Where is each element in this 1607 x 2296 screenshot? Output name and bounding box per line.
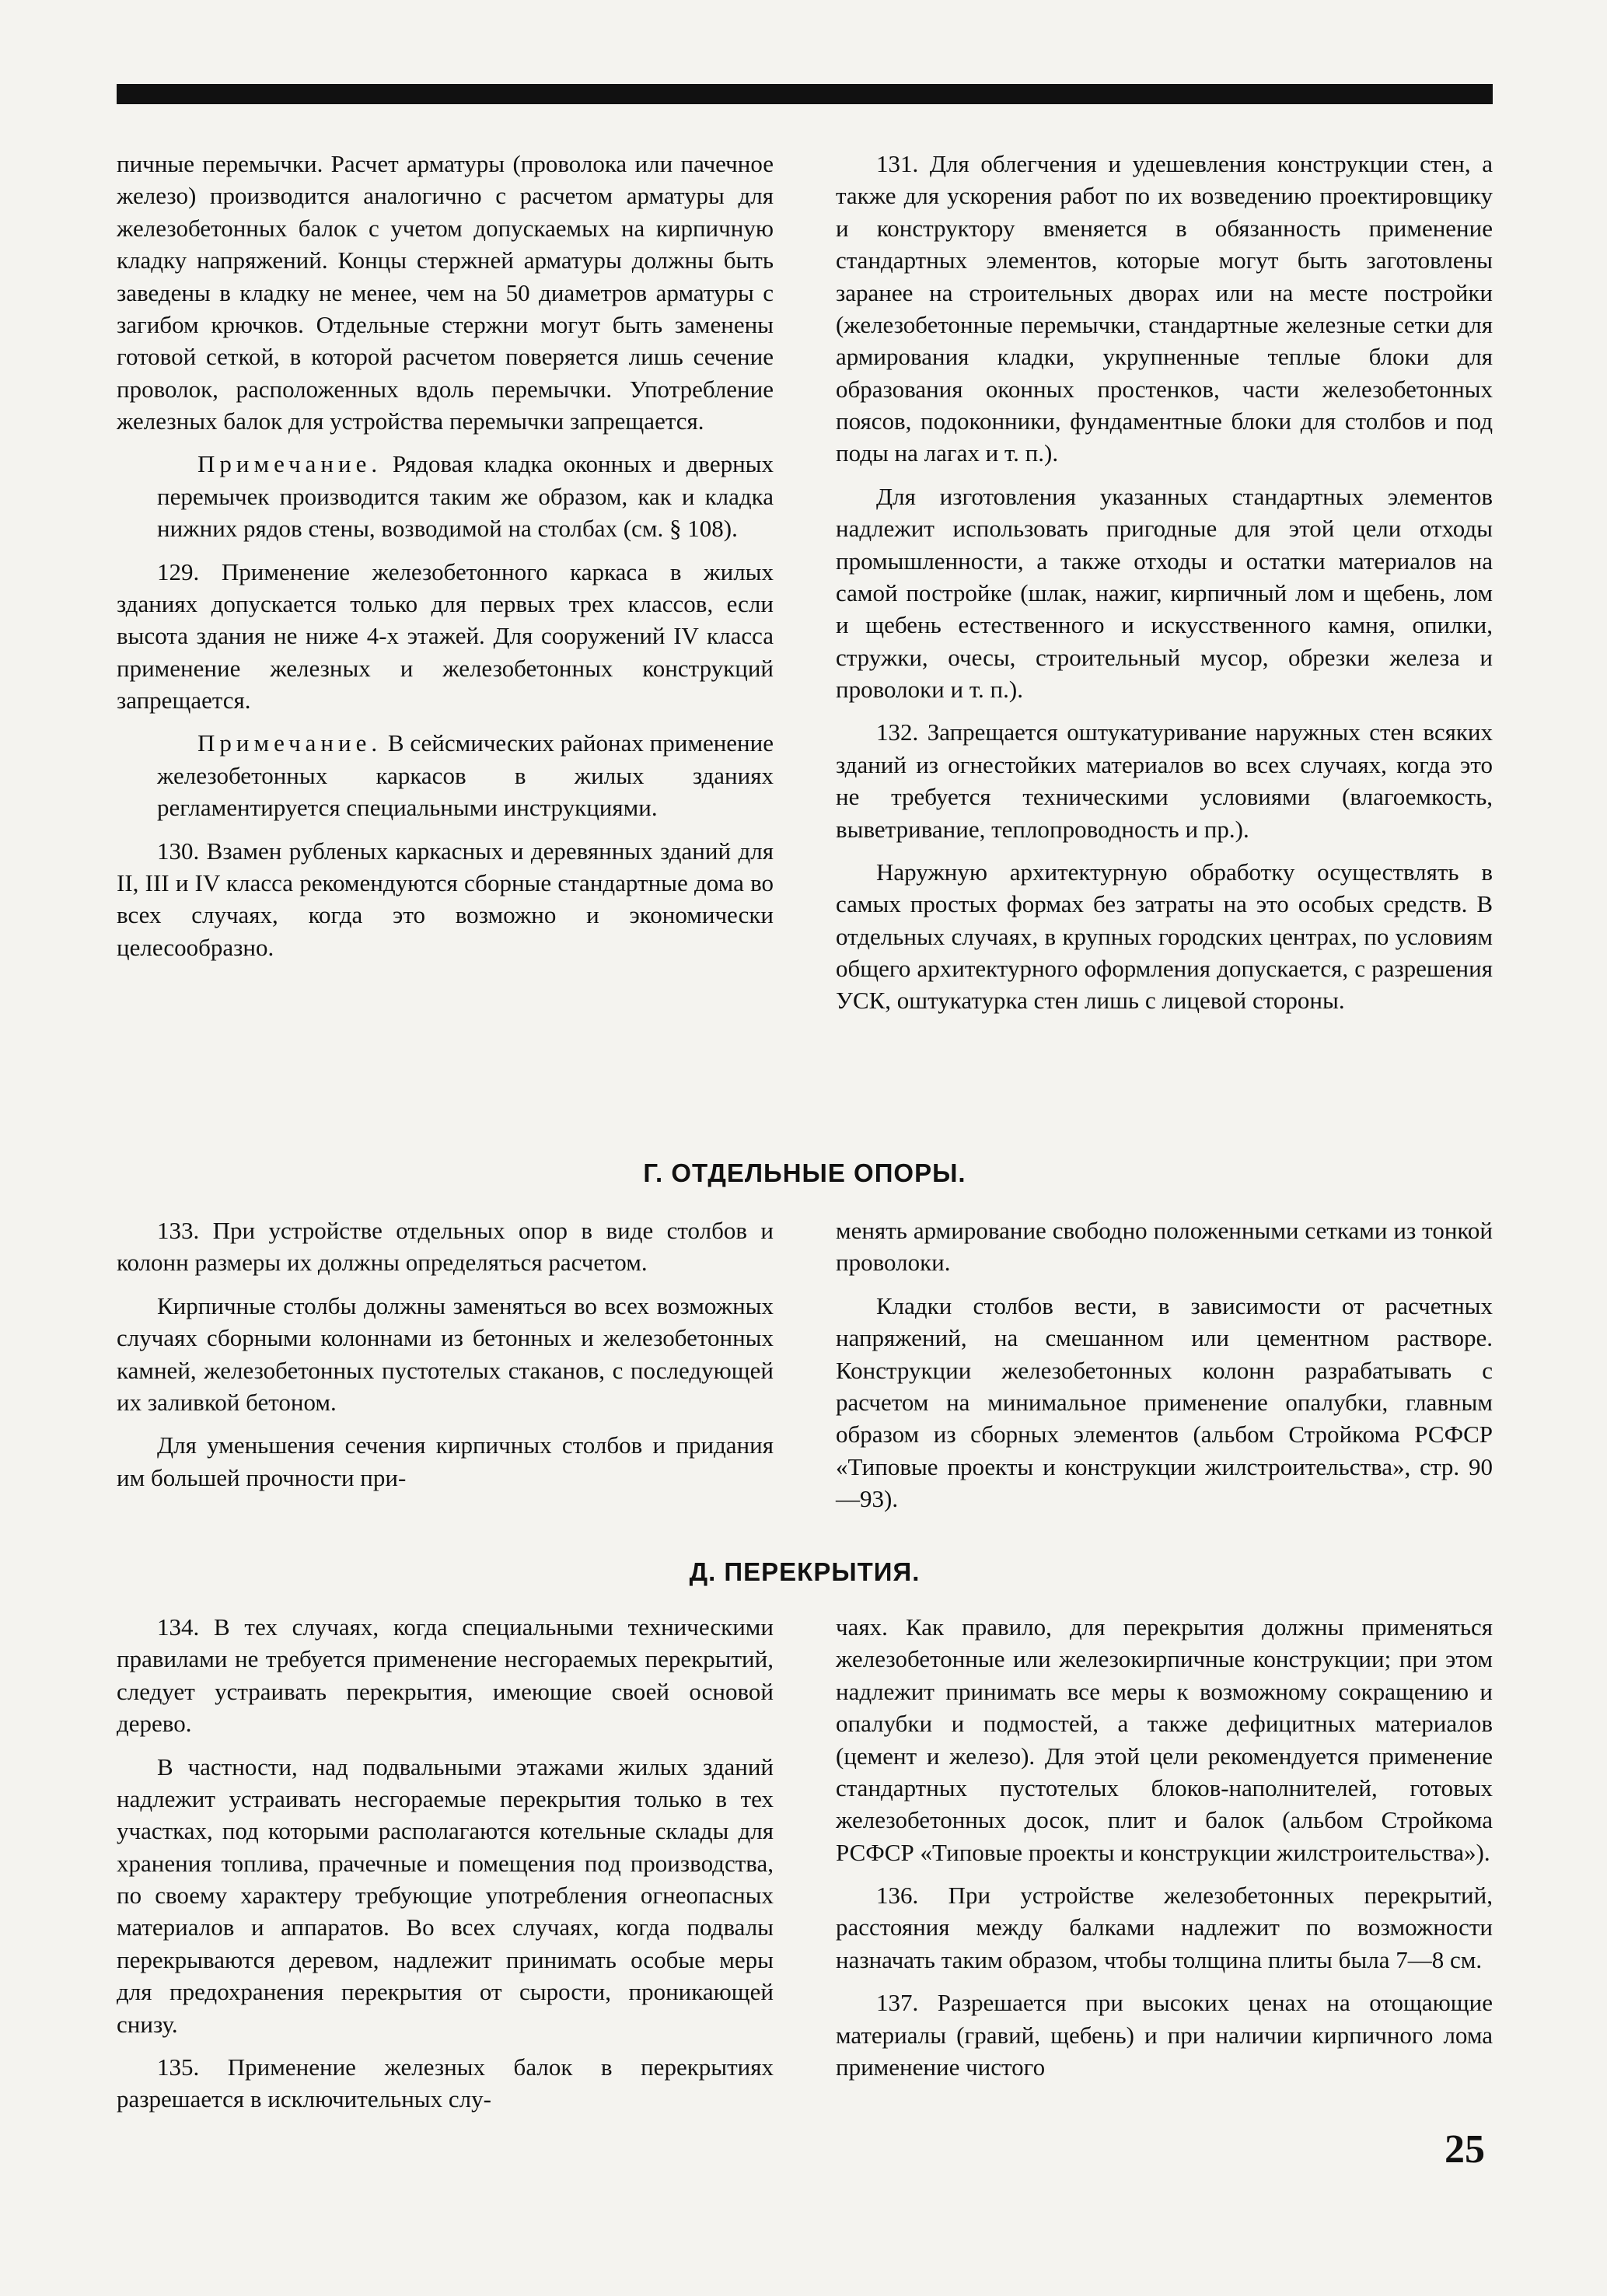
- paragraph-134: 134. В тех случаях, когда специальными техническими правилами не требуется применение несгораемых перекрытий, следует устраивать перекрытия, имеющие своей основой дерево.: [117, 1613, 774, 1738]
- paragraph-mesh: менять армирование свободно положенными сетками из тонкой проволоки.: [836, 1217, 1493, 1277]
- paragraph-column-masonry: Кладки столбов вести, в зависимости от расчетных напряжений, на смешанном или цементном растворе. Конструкции железобетонных колонн разрабатывать с расчетом на минимальное применение опалубки, главным образом из сборных элементов (альбом Стройкома РСФСР «Типовые проекты и конструкции жилстроительства», стр. 90—93).: [836, 1291, 1493, 1512]
- paragraph-136: 136. При устройстве железобетонных перекрытий, расстояния между балками надлежит по возможности назначать таким образом, чтобы толщина плиты была 7—8 см.: [836, 1882, 1493, 1973]
- top-rule: [117, 84, 1493, 104]
- paragraph-137: 137. Разрешается при высоких ценах на отощающие материалы (гравий, щебень) и при наличии кирпичного лома применение чистого: [836, 1989, 1493, 2081]
- paragraph-135: 135. Применение железных балок в перекрытиях разрешается в исключительных слу-: [117, 2053, 774, 2113]
- right-column-supports: [836, 1214, 1493, 1525]
- paragraph-lintels: пичные перемычки. Расчет арматуры (проволока или пачечное железо) производится аналогично с расчетом арматуры для железобетонных балок с учетом допускаемых на кирпичную кладку напряжений. Концы стержней арматуры должны быть заведены в кладку не менее, чем на 50 диаметров арматуры с загибом крючков. Отдельные стержни могут быть заменены готовой сеткой, в которой расчетом поверяется лишь сечение проволок, расположенных вдоль перемычки. Употребление железных балок для устройства перемычки запрещается.: [117, 150, 774, 435]
- section-supports: [117, 1214, 1493, 1525]
- note-seismic: [157, 727, 774, 823]
- paragraph-133: 133. При устройстве отдельных опор в виде столбов и колонн размеры их должны определяться расчетом.: [117, 1217, 774, 1277]
- paragraph-130: 130. Взамен рубленых каркасных и деревянных зданий для II, III и IV класса рекомендуются сборные стандартные дома во всех случаях, когда это возможно и экономически целесообразно.: [117, 837, 774, 961]
- note-label: Примечание.: [197, 729, 383, 757]
- paragraph-133-columns: Кирпичные столбы должны заменяться во всех возможных случаях сборными колоннами из бетонных и железобетонных камней, железобетонных пустотелых стаканов, с последующей их заливкой бетоном.: [117, 1291, 774, 1416]
- note-lintel-masonry: [157, 448, 774, 544]
- right-column-walls: [836, 148, 1493, 1028]
- note-label: Примечание.: [197, 450, 383, 478]
- page-number: 25: [1445, 2127, 1485, 2172]
- heading-separate-supports: Г. ОТДЕЛЬНЫЕ ОПОРЫ.: [643, 1158, 966, 1187]
- note-text: В сейсмических районах применение железобетонных каркасов в жилых зданиях регламентируется специальными инструкциями.: [157, 729, 774, 822]
- right-column-floors: [836, 1611, 1493, 2127]
- section-walls: [117, 148, 1493, 1028]
- paragraph-131: 131. Для облегчения и удешевления конструкции стен, а также для ускорения работ по их возведению проектировщику и конструктору вменяется в обязанность применение стандартных элементов, которые могут быть заготовлены заранее на строительных дворах или на месте постройки (железобетонные перемычки, стандартные железные сетки для армирования кладки, укрупненные теплые блоки для образования оконных простенков, части железобетонных поясов, подоконники, фундаментные блоки для столбов и под поды на лагах и т. п.).: [836, 150, 1493, 467]
- left-column-floors: [117, 1611, 774, 2127]
- paragraph-132: 132. Запрещается оштукатуривание наружных стен всяких зданий из огнестойких материалов во всех случаях, когда это не требуется техническими условиями (влагоемкость, выветривание, теплопроводность и пр.).: [836, 718, 1493, 843]
- left-column-walls: [117, 148, 774, 1028]
- paragraph-134-basements: В частности, над подвальными этажами жилых зданий надлежит устраивать несгораемые перекрытия только в тех участках, под которыми располагаются котельные склады для хранения топлива, прачечные и помещения под производства, по своему характеру требующие употребления огнеопасных материалов и аппаратов. Во всех случаях, когда подвалы перекрываются деревом, надлежит принимать особые меры для предохранения перекрытия от сырости, проникающей снизу.: [117, 1753, 774, 2038]
- paragraph-135-continued: чаях. Как правило, для перекрытия должны применяться железобетонные или железокирпичные конструкции; при этом надлежит принимать все меры к возможному сокращению и опалубки и подмостей, а также дефицитных материалов (цемент и железо). Для этой цели рекомендуется применение стандартных пустотелых блоков-наполнителей, готовых железобетонных досок, плит и балок (альбом Стройкома РСФСР «Типовые проекты и конструкции жилстроительства»).: [836, 1613, 1493, 1866]
- paragraph-129: 129. Применение железобетонного каркаса в жилых зданиях допускается только для первых трех классов, если высота здания не ниже 4-х этажей. Для сооружений IV класса применение железных и железобетонных конструкций запрещается.: [117, 557, 774, 714]
- section-floors: [117, 1611, 1493, 2127]
- note-text: Рядовая кладка оконных и дверных перемычек производится таким же образом, как и кладка нижних рядов стены, возводимой на столбах (см. § 108).: [157, 450, 774, 543]
- left-column-supports: [117, 1214, 774, 1525]
- paragraph-133-reinforcement: Для уменьшения сечения кирпичных столбов и придания им большей прочности при-: [117, 1431, 774, 1491]
- paragraph-131-materials: Для изготовления указанных стандартных элементов надлежит использовать пригодные для этой цели отходы промышленности, а также отходы и остатки материалов на самой постройке (шлак, нажиг, кирпичный лом и щебень, лом и щебень естественного и искусственного камня, опилки, стружки, очесы, строительный мусор, обрезки железа и проволоки и т. п.).: [836, 482, 1493, 703]
- heading-floors: Д. ПЕРЕКРЫТИЯ.: [689, 1557, 921, 1586]
- paragraph-132-finish: Наружную архитектурную обработку осуществлять в самых простых формах без затраты на это особых средств. В отдельных случаях, в крупных городских центрах, по условиям общего архитектурного оформления допускается, с разрешения УСК, оштукатурка стен лишь с лицевой стороны.: [836, 858, 1493, 1015]
